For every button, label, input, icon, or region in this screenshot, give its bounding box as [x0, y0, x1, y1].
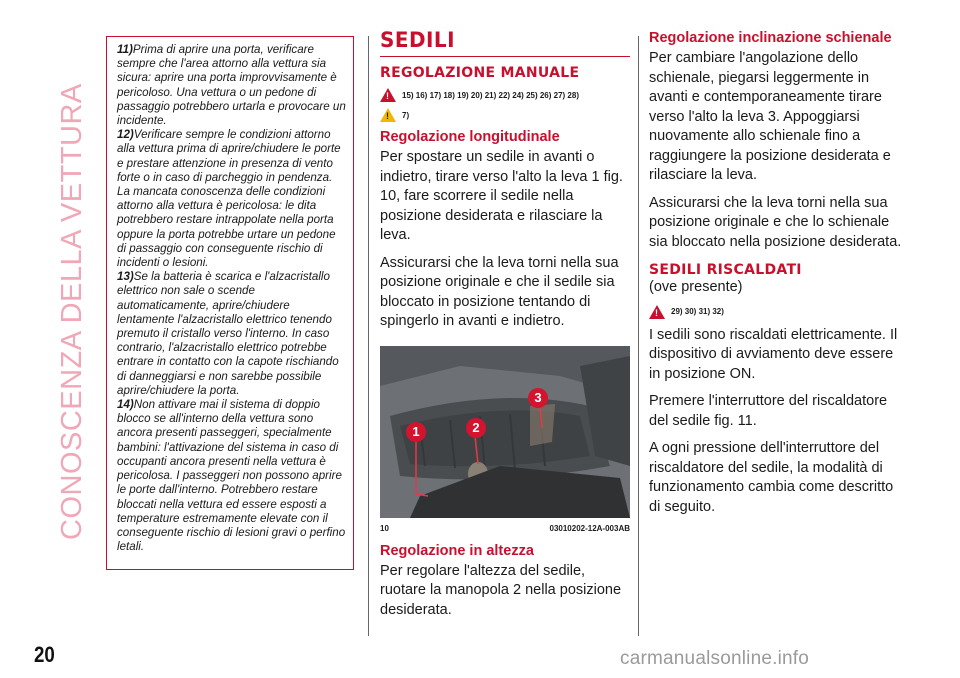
paragraph: Per spostare un sedile in avanti o indietro, tirare verso l'alto la leva 1 fig. 10, fare scorrere il sedile nella posizione desiderata e rilasciare la leva.	[380, 149, 623, 243]
warnings-box	[106, 36, 354, 570]
heated-seats-note: (ove presente)	[649, 279, 743, 295]
paragraph: A ogni pressione dell'interruttore del riscaldatore del sedile, la modalità di funzionamento cambia come descritto di seguito.	[649, 440, 894, 515]
paragraph: Assicurarsi che la leva torni nella sua posizione originale e che il sedile sia bloccato in posizione tentando di spingerlo in avanti e indietro.	[380, 254, 619, 329]
warning-refs-text: 29) 30) 31) 32)	[671, 307, 724, 316]
callout-knob-2: 2	[466, 418, 486, 438]
warning-triangle-icon: !	[380, 88, 396, 102]
paragraph: Premere l'interruttore del riscaldatore del sedile fig. 11.	[649, 393, 888, 429]
warning-item	[117, 270, 347, 398]
warning-number: 11)	[117, 43, 133, 56]
heading-recline: Regolazione inclinazione schienale	[649, 30, 892, 46]
caution-triangle-icon: !	[380, 108, 396, 122]
column-divider	[368, 36, 369, 636]
warning-item	[117, 43, 347, 128]
warning-number: 13)	[117, 270, 134, 284]
callout-lever-1: 1	[406, 422, 426, 442]
warning-text: Prima di aprire una porta, verificare sempre che l'area attorno alla vettura sia sicura: aprire una porta improvvisamente è pericoloso. Una vettura o un pedone di passaggio potrebbero urtarla e provocare un incidente.	[117, 43, 346, 128]
caution-refs	[380, 107, 630, 123]
column-seats-manual	[380, 28, 630, 628]
warning-text: Se la batteria è scarica e l'alzacristallo elettrico non sale o scende automaticamente, aprire/chiudere lentamente l'alzacristallo elettrico tenendo premuto il cristallo verso l'interno. In caso contrario, l'alzacristallo elettrico potrebbe entrare in contatto con la capote rischiando di danneggiarsi e non sarebbe possibile aprire/chiudere la porta.	[117, 270, 339, 397]
warning-triangle-icon: !	[649, 305, 665, 319]
column-recline-heated	[649, 28, 904, 525]
callout-lever-3: 3	[528, 388, 548, 408]
warning-item	[117, 128, 347, 270]
warning-number: 12)	[117, 128, 134, 142]
figure-number: 10	[380, 523, 389, 533]
sidebar-section-title: CONOSCENZA DELLA VETTURA	[56, 83, 88, 540]
heading-longitudinal: Regolazione longitudinale	[380, 129, 560, 145]
figure-caption	[380, 524, 630, 533]
watermark-site: carmanualsonline.info	[620, 648, 810, 669]
section-rule	[380, 56, 630, 57]
figure-code: 03010202-12A-003AB	[549, 523, 630, 533]
warning-text: Verificare sempre le condizioni attorno alla vettura prima di aprire/chiudere le porte e prestare attenzione in presenza di vento forte o in caso di parcheggio in pendenza. La mancata conoscenza delle condizioni attorno alla vettura è pericolosa: le dita potrebbero restare intrappolate nella porta oppure la porta potrebbe urtare un pedone di passaggio con conseguente rischio di incidenti o lesioni.	[117, 128, 341, 270]
section-title: SEDILI	[380, 28, 455, 52]
paragraph: Assicurarsi che la leva torni nella sua posizione originale e che lo schienale sia bloccato nella posizione desiderata.	[649, 194, 902, 250]
warning-text: Non attivare mai il sistema di doppio blocco se all'interno della vettura sono ancora presenti passeggeri, specialmente bambini: l'attivazione del sistema in caso di occupanti ancora presenti nella vettura è pericolosa. I passeggeri non possono aprire le porte dall'interno. Potrebbero restare bloccati nella vettura ed essere esposti a temperature estremamente elevate con il conseguente rischio di lesioni gravi o perfino letali.	[117, 398, 346, 554]
heading-height: Regolazione in altezza	[380, 542, 534, 559]
warning-item	[117, 398, 347, 554]
seat-figure	[380, 346, 630, 518]
caution-refs-text: 7)	[402, 110, 410, 120]
paragraph: Per regolare l'altezza del sedile, ruotare la manopola 2 nella posizione desiderata.	[380, 562, 622, 618]
warning-number: 14)	[117, 398, 134, 412]
paragraph: I sedili sono riscaldati elettricamente. Il dispositivo di avviamento deve essere in posizione ON.	[649, 326, 898, 382]
warning-refs	[649, 304, 904, 320]
page-number: 20	[34, 642, 55, 667]
subsection-title: REGOLAZIONE MANUALE	[380, 65, 580, 81]
column-divider	[638, 36, 639, 636]
warning-refs-text: 15) 16) 17) 18) 19) 20) 21) 22) 24) 25) 26) 27) 28)	[402, 90, 579, 100]
warning-refs	[380, 87, 630, 103]
paragraph: Per cambiare l'angolazione dello schienale, piegarsi leggermente in avanti e contemporaneamente tirare verso l'alto la leva 3. Appoggiarsi nuovamente allo schienale fino a raggiungere la posizione desiderata e rilasciare la leva.	[649, 50, 891, 183]
heated-seats-title: SEDILI RISCALDATI	[649, 262, 802, 278]
